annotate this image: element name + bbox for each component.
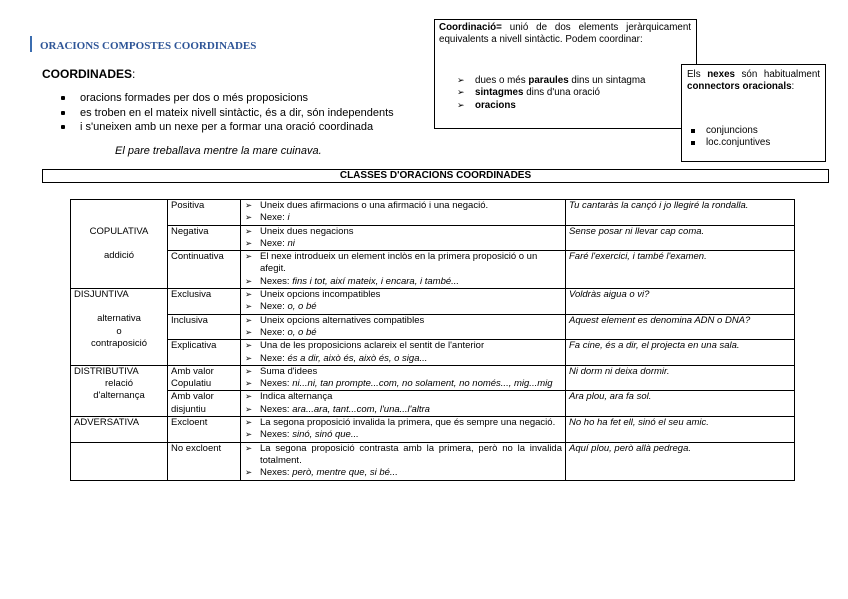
section-heading <box>42 67 135 81</box>
subtype-cell: Exclusiva <box>168 289 241 315</box>
table-row <box>71 314 795 340</box>
item-bold: oracions <box>475 99 516 111</box>
definition-list <box>58 91 394 135</box>
classes-table <box>70 199 795 481</box>
example-cell: Aquest element es denomina ADN o DNA? <box>566 314 795 340</box>
example-cell: Fa cine, és a dir, el projecta en una sala. <box>566 340 795 366</box>
table-row <box>71 289 795 315</box>
description-line: ➢ Suma d'idees <box>244 366 562 378</box>
item-bold: sintagmes <box>475 87 524 99</box>
description-line: ➢ Uneix opcions alternatives compatibles <box>244 315 562 327</box>
list-item: oracions formades per dos o més proposicions <box>58 91 394 106</box>
coordination-definition <box>439 22 691 47</box>
description-line: ➢ La segona proposició invalida la primera, que és sempre una negació. <box>244 417 562 429</box>
nexe-value: fins i tot, així mateix, i encara, i també... <box>292 275 460 287</box>
subtype-cell: Continuativa <box>168 251 241 289</box>
nexe-line <box>244 301 562 313</box>
item-text: dins d'una oració <box>523 87 600 99</box>
category-meaning: d'alternança <box>93 390 145 402</box>
item-text: dues o més <box>475 75 529 86</box>
classes-header: CLASSES D'ORACIONS COORDINADES <box>42 169 829 183</box>
section-heading-text: COORDINADES <box>42 67 133 81</box>
list-item: es troben en el mateix nivell sintàctic, és a dir, són independents <box>58 106 394 121</box>
category-meaning: o <box>116 325 122 337</box>
nexe-label: Nexes: <box>260 275 293 287</box>
subtype-cell: Excloent <box>168 417 241 443</box>
subtype-cell: Amb valor disjuntiu <box>168 391 241 417</box>
nexe-value: ni <box>287 237 295 249</box>
nexe-line <box>244 378 562 390</box>
nexes-text-part: Els <box>687 69 708 80</box>
nexe-line <box>244 212 562 224</box>
nexe-line <box>244 467 562 479</box>
category-cell <box>71 442 168 480</box>
example-cell: Aquí plou, però allà pedrega. <box>566 442 795 480</box>
table-row <box>71 442 795 480</box>
nexe-value: ni...ni, tan prompte...com, no solament, no només..., mig...mig <box>292 378 553 390</box>
nexes-text-part: són habitualment <box>734 69 820 80</box>
nexe-label: Nexes: <box>260 403 293 415</box>
description-line: ➢ Uneix opcions incompatibles <box>244 289 562 301</box>
nexe-line <box>244 238 562 250</box>
list-item: i s'uneixen amb un nexe per a formar una oració coordinada <box>58 120 394 135</box>
nexes-text <box>687 69 820 94</box>
table-row <box>71 417 795 443</box>
category-cell <box>71 289 168 366</box>
table-row <box>71 365 795 391</box>
subtype-cell: Explicativa <box>168 340 241 366</box>
description-cell <box>241 391 566 417</box>
description-cell <box>241 225 566 251</box>
description-cell <box>241 365 566 391</box>
nexe-value: ara...ara, tant...com, l'una...l'altra <box>292 403 430 415</box>
nexe-line <box>244 276 562 288</box>
list-item <box>457 75 645 87</box>
table-row <box>71 200 795 226</box>
category-cell <box>71 417 168 443</box>
table-row <box>71 251 795 289</box>
section-heading-colon: : <box>132 67 136 81</box>
description-line: ➢ Uneix dues afirmacions o una afirmació i una negació. <box>244 200 562 212</box>
category-meaning: addició <box>103 250 135 262</box>
connectors-term: connectors oracionals <box>687 81 792 93</box>
description-cell <box>241 289 566 315</box>
nexe-label: Nexes: <box>260 429 293 441</box>
description-cell <box>241 340 566 366</box>
description-cell <box>241 442 566 480</box>
nexe-label: Nexe: <box>260 237 288 249</box>
category-meaning: contraposició <box>91 337 147 349</box>
coordination-definition-box <box>434 19 697 129</box>
title-bar <box>30 36 256 52</box>
nexe-line <box>244 429 562 441</box>
description-line: ➢ El nexe introdueix un element inclòs en la primera proposició o un afegit. <box>244 251 562 276</box>
category-meaning: relació <box>105 378 133 390</box>
example-sentence: El pare treballava mentre la mare cuinava. <box>115 145 322 157</box>
nexe-label: Nexes: <box>260 467 293 479</box>
nexe-label: Nexe: <box>260 352 288 364</box>
description-line: ➢ Indica alternança <box>244 391 562 403</box>
nexe-value: sinó, sinó que... <box>292 429 359 441</box>
category-meaning: alternativa <box>97 313 141 325</box>
table-row <box>71 340 795 366</box>
example-cell: Ni dorm ni deixa dormir. <box>566 365 795 391</box>
description-cell <box>241 251 566 289</box>
description-line: ➢ Una de les proposicions aclareix el sentit de l'anterior <box>244 340 562 352</box>
nexe-value: i <box>287 212 290 224</box>
example-cell: Sense posar ni llevar cap coma. <box>566 225 795 251</box>
table-row <box>71 225 795 251</box>
nexe-value: o, o bé <box>287 326 317 338</box>
category-name: COPULATIVA <box>89 225 149 237</box>
nexe-value: és a dir, això és, això és, o siga... <box>287 352 428 364</box>
coordination-list <box>457 75 645 112</box>
subtype-cell: Inclusiva <box>168 314 241 340</box>
nexe-line <box>244 327 562 339</box>
nexe-line <box>244 353 562 365</box>
list-item: conjuncions <box>690 125 770 137</box>
nexes-term: nexes <box>707 69 735 80</box>
nexe-line <box>244 404 562 416</box>
nexe-label: Nexe: <box>260 326 288 338</box>
example-cell: No ho ha fet ell, sinó el seu amic. <box>566 417 795 443</box>
category-name: DISJUNTIVA <box>74 289 129 301</box>
page-title: ORACIONS COMPOSTES COORDINADES <box>40 40 257 52</box>
nexes-text-part: : <box>791 81 795 93</box>
example-cell: Voldràs aigua o vi? <box>566 289 795 315</box>
subtype-cell: Positiva <box>168 200 241 226</box>
nexe-label: Nexe: <box>260 301 288 313</box>
example-cell: Faré l'exercici, i també l'examen. <box>566 251 795 289</box>
item-text: dins un sintagma <box>568 75 646 86</box>
example-cell: Tu cantaràs la cançó i jo llegiré la rondalla. <box>566 200 795 226</box>
nexe-label: Nexe: <box>260 212 288 224</box>
example-cell: Ara plou, ara fa sol. <box>566 391 795 417</box>
nexe-value: o, o bé <box>287 301 317 313</box>
subtype-cell: Negativa <box>168 225 241 251</box>
coordination-definition-text: unió de dos elements jeràrquicament equivalents a nivell sintàctic. Podem coordinar: <box>439 22 691 46</box>
description-line: ➢ La segona proposició contrasta amb la primera, però no la invalida totalment. <box>244 443 562 468</box>
list-item <box>457 87 645 99</box>
description-cell <box>241 200 566 226</box>
category-cell <box>71 365 168 416</box>
subtype-cell: No excloent <box>168 442 241 480</box>
nexes-box <box>681 64 826 162</box>
table-row <box>71 391 795 417</box>
nexe-value: però, mentre que, si bé... <box>292 467 398 479</box>
description-line: ➢ Uneix dues negacions <box>244 226 562 238</box>
description-cell <box>241 314 566 340</box>
item-bold: paraules <box>528 75 569 86</box>
category-cell <box>71 200 168 289</box>
nexes-list <box>690 125 770 150</box>
category-name: DISTRIBUTIVA <box>74 365 139 377</box>
list-item <box>457 100 645 112</box>
description-cell <box>241 417 566 443</box>
category-name: ADVERSATIVA <box>74 417 140 429</box>
nexe-label: Nexes: <box>260 378 293 390</box>
subtype-cell: Amb valor Copulatiu <box>168 365 241 391</box>
coordination-term: Coordinació= <box>439 22 502 33</box>
list-item: loc.conjuntives <box>690 137 770 149</box>
